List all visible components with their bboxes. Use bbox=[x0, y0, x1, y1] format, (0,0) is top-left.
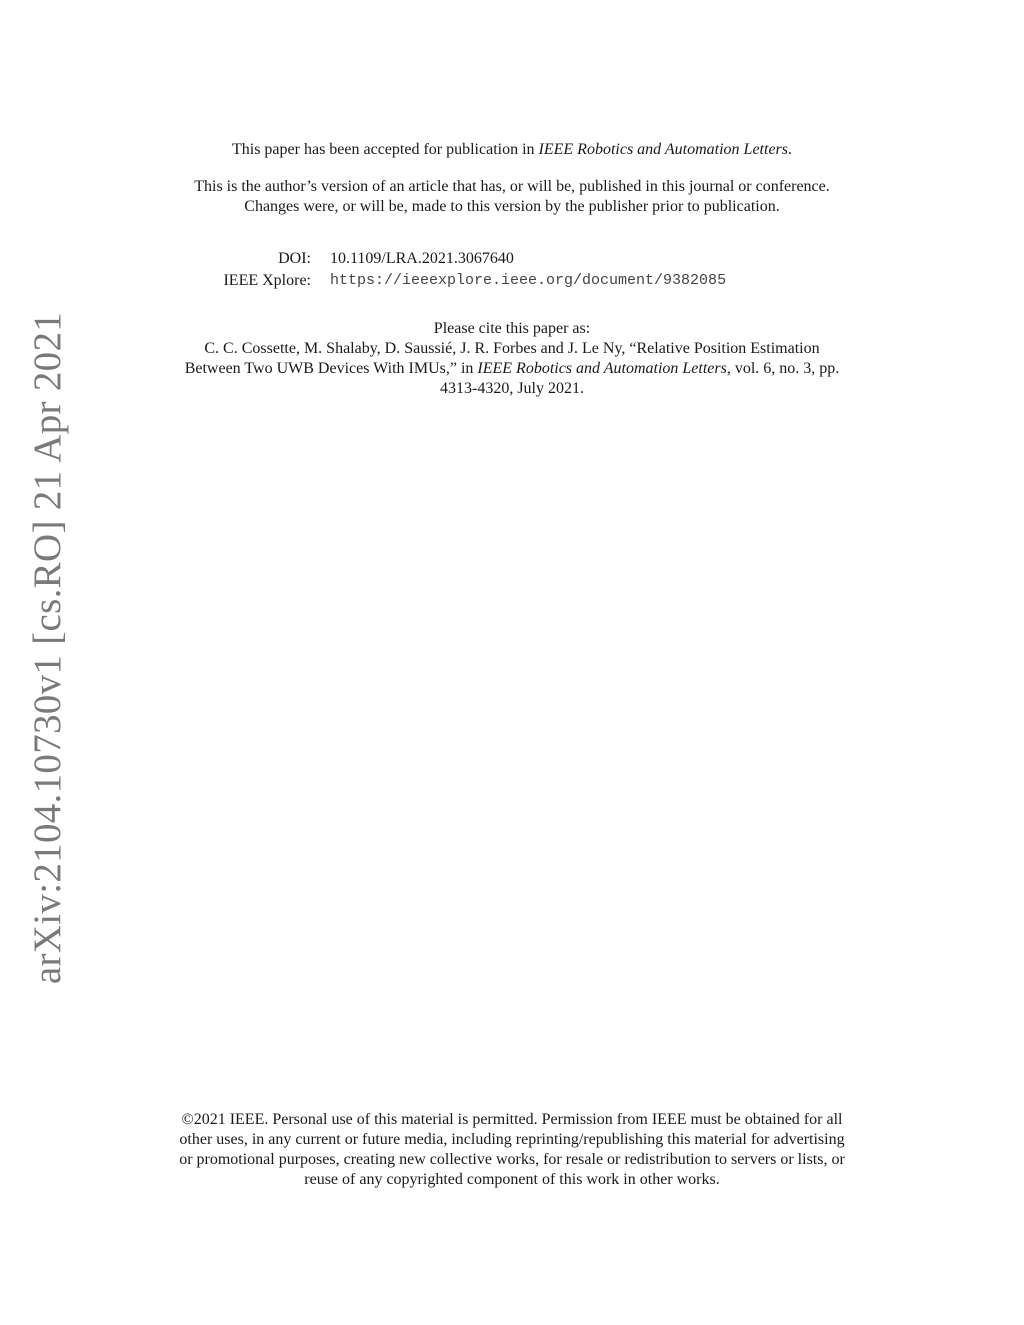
arxiv-stamp: arXiv:2104.10730v1 [cs.RO] 21 Apr 2021 bbox=[26, 311, 69, 985]
citation-line-2-prefix: Between Two UWB Devices With IMUs,” in bbox=[184, 360, 478, 377]
acceptance-notice bbox=[100, 140, 924, 160]
copyright-line-4: reuse of any copyrighted component of this work in other works. bbox=[304, 1171, 720, 1188]
citation-line-3: 4313-4320, July 2021. bbox=[440, 380, 584, 397]
xplore-label: IEEE Xplore: bbox=[223, 272, 311, 289]
acceptance-suffix: . bbox=[788, 141, 792, 158]
citation-heading: Please cite this paper as: bbox=[433, 320, 591, 337]
copyright-line-2: other uses, in any current or future media, including reprinting/republishing this material for advertising bbox=[179, 1131, 845, 1148]
doi-value[interactable]: 10.1109/LRA.2021.3067640 bbox=[330, 250, 514, 267]
citation-line-2-suffix: , vol. 6, no. 3, pp. bbox=[726, 360, 840, 377]
version-notice-line-2: Changes were, or will be, made to this version by the publisher prior to publication. bbox=[244, 198, 780, 215]
identifiers bbox=[200, 249, 820, 293]
acceptance-prefix: This paper has been accepted for publication in bbox=[231, 141, 539, 158]
version-notice bbox=[100, 177, 924, 217]
xplore-link[interactable]: https://ieeexplore.ieee.org/document/9382085 bbox=[330, 272, 727, 289]
doi-row bbox=[200, 249, 820, 269]
doi-label: DOI: bbox=[278, 250, 311, 267]
copyright-notice bbox=[130, 1110, 894, 1190]
citation-journal: IEEE Robotics and Automation Letters bbox=[477, 360, 727, 377]
citation-line-1: C. C. Cossette, M. Shalaby, D. Saussié, J. R. Forbes and J. Le Ny, “Relative Position Estimation bbox=[204, 340, 820, 357]
copyright-line-1: ©2021 IEEE. Personal use of this material is permitted. Permission from IEEE must be obtained for all bbox=[181, 1111, 843, 1128]
xplore-row bbox=[200, 271, 820, 291]
citation-line-2 bbox=[100, 359, 924, 379]
copyright-line-3: or promotional purposes, creating new collective works, for resale or redistribution to servers or lists, or bbox=[179, 1151, 845, 1168]
citation bbox=[100, 319, 924, 399]
acceptance-journal: IEEE Robotics and Automation Letters bbox=[538, 141, 788, 158]
version-notice-line-1: This is the author’s version of an article that has, or will be, published in this journal or conference. bbox=[194, 178, 830, 195]
